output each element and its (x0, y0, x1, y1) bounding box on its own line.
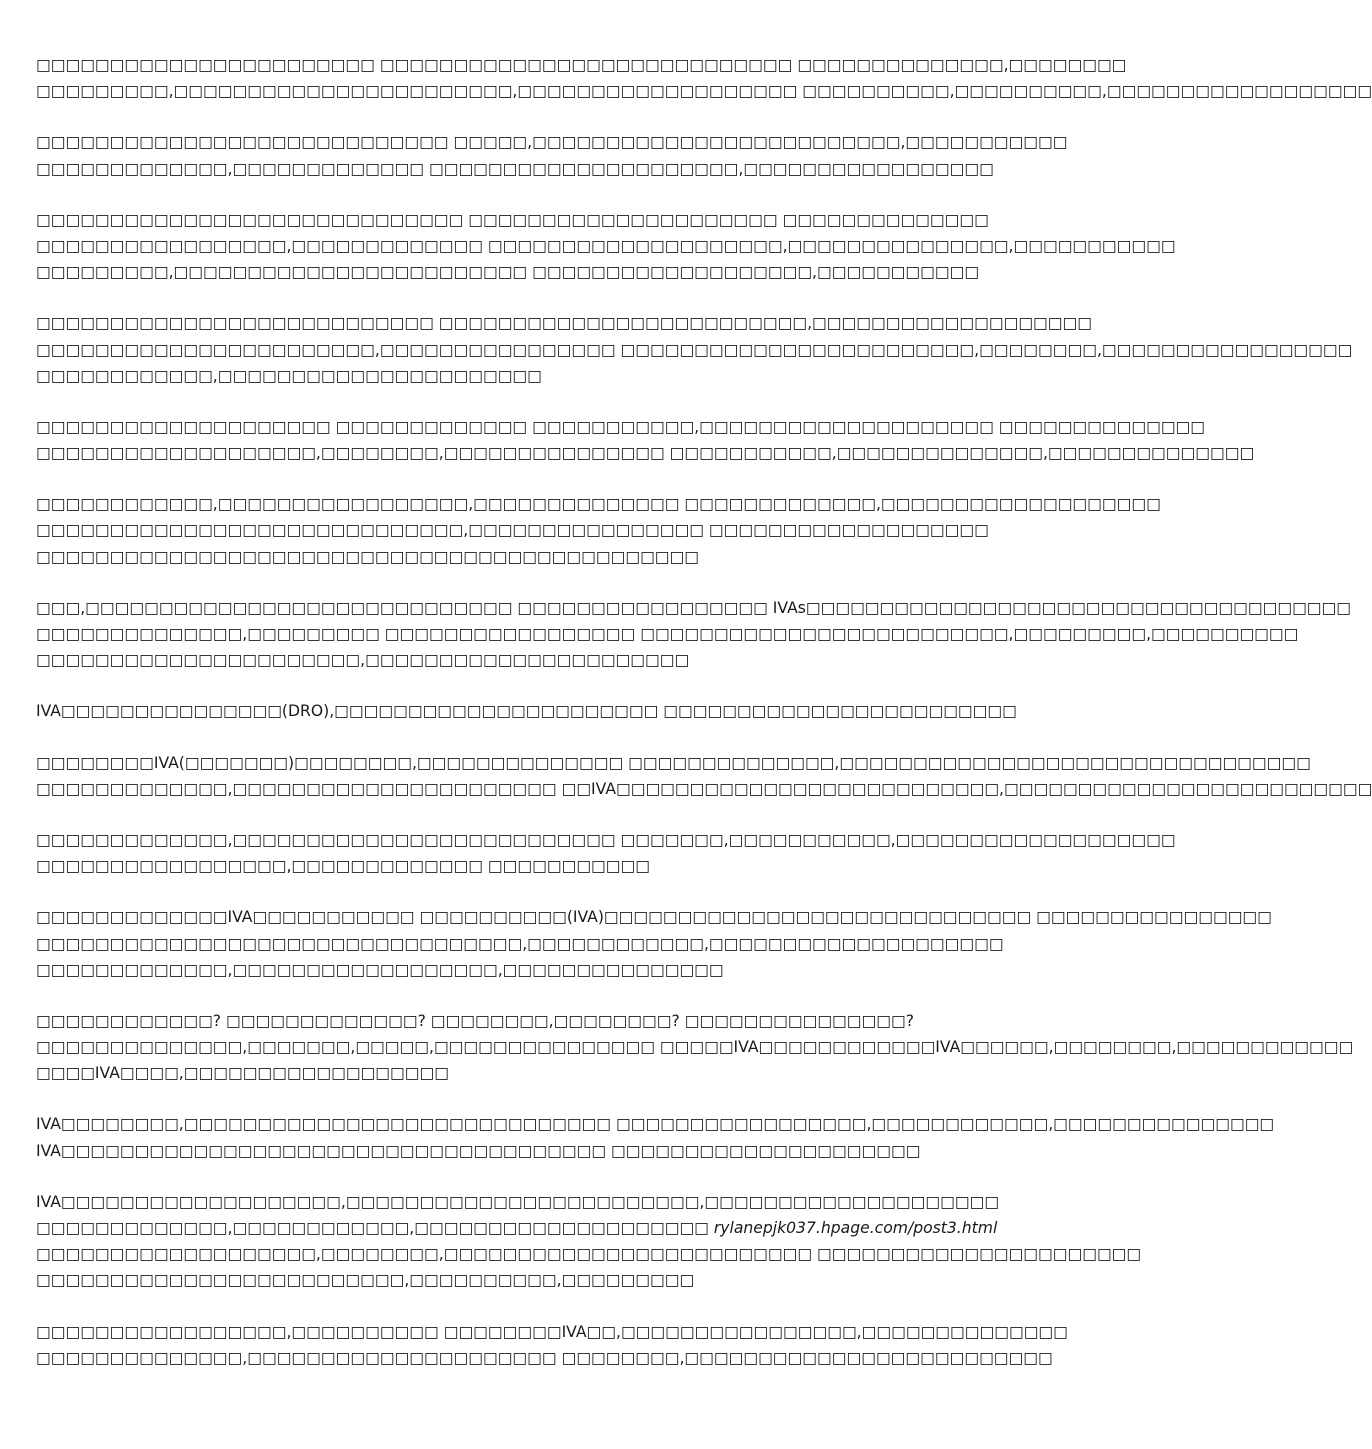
line-text: □□□□□□□□□□□□□□□□□□□,□□□□□□□□,□□□□□□□□□□□□□□□□□□□□□□□□□ □□□□□□□□□□□□□□□□□□□□□□ (36, 1245, 1142, 1264)
paragraph (36, 750, 1372, 802)
line-text: □□□□□□□□□,□□□□□□□□□□□□□□□□□□□□□□□,□□□□□□□□□□□□□□□□□□□ □□□□□□□□□□,□□□□□□□□□□,□□□□□□□□□□□□□□□□□□ (36, 82, 1372, 101)
paragraph (36, 491, 1161, 570)
line-text: □□□□□□□□□□□□□□□□□,□□□□□□□□□□□□□ □□□□□□□□□□□□□□□□□□□□,□□□□□□□□□□□□□□□,□□□□□□□□□□□ (36, 236, 1176, 255)
text-line (36, 1111, 1275, 1137)
line-text: □□□□□□□□□□□□□□□□□□□□□□□□□□□ □□□□□□□□□□□□□□□□□□□□□□□□□,□□□□□□□□□□□□□□□□□□□ (36, 314, 1092, 333)
line-text: □□□□□□□□□□□□□,□□□□□□□□□□□□□□□□□□□□□□□□□□ □□□□□□□,□□□□□□□□□□□,□□□□□□□□□□□□□□□□□□□ (36, 830, 1176, 849)
line-text: □□□,□□□□□□□□□□□□□□□□□□□□□□□□□□□□□ □□□□□□□□□□□□□□□□□ IVAs□□□□□□□□□□□□□□□□□□□□□□□□□□□□□□□□□□□□□ (36, 598, 1351, 617)
text-line (36, 491, 1161, 517)
line-text: □□□□□□□□□,□□□□□□□□□□□□□□□□□□□□□□□□ □□□□□□□□□□□□□□□□□□□,□□□□□□□□□□□ (36, 263, 980, 282)
line-text: □□□□□□□□□□□□□□□□□,□□□□□□□□□□□□□ □□□□□□□□□□□ (36, 857, 650, 876)
line-text: □□□□□□□□□□□□□,□□□□□□□□□□□□,□□□□□□□□□□□□□□□□□□□□ (36, 1219, 714, 1237)
text-line (36, 776, 1372, 802)
line-text: □□□□□□□□□□□□,□□□□□□□□□□□□□□□□□□□□□□ (36, 366, 542, 385)
text-line (36, 517, 996, 543)
line-text: □□□□□□□□IVA(□□□□□□□)□□□□□□□□,□□□□□□□□□□□□□□ □□□□□□□□□□□□□□,□□□□□□□□□□□□□□□□□□□□□□□□□□□□□□□□ (36, 753, 1311, 772)
paragraph (36, 827, 1176, 879)
line-text: □□□□□□□□□□□□□,□□□□□□□□□□□□□ □□□□□□□□□□□□□□□□□□□□□,□□□□□□□□□□□□□□□□□ (36, 159, 994, 178)
paragraph (36, 698, 1017, 724)
text-line (36, 414, 1206, 440)
text-line (36, 440, 1255, 466)
paragraph (36, 1111, 1275, 1163)
line-text: □□□□□□□□□□□□□□□□□□□□□□□□□□□□ □□□□□,□□□□□□□□□□□□□□□□□□□□□□□□□,□□□□□□□□□□□ (36, 133, 1068, 152)
text-line (36, 621, 1299, 647)
text-line (36, 1034, 1354, 1060)
line-text: □□□□□□□□□□□□□,□□□□□□□□□□□□□□□□□□□□□□ □□IVA□□□□□□□□□□□□□□□□□□□□□□□□□□,□□□□□□□□□□□□□□□□□□□□□□□□□ (36, 779, 1372, 798)
text-line (36, 931, 1004, 957)
text-line (36, 904, 1272, 930)
text-line (36, 1008, 996, 1034)
line-text: □□□□□□□□□□□□□□□□□□□□□□□□□□□□□ □□□□□□□□□□□□□□□□□□□□□ □□□□□□□□□□□□□□ (36, 210, 989, 229)
paragraph (36, 1008, 1354, 1087)
line-text: □□□□□□□□□□□□□□□□□□□,□□□□□□□□,□□□□□□□□□□□□□□□ □□□□□□□□□□□,□□□□□□□□□□□□□□,□□□□□□□□□□□□□□ (36, 444, 1255, 463)
line-text: □□□□□□□□□□□□□□□□□,□□□□□□□□□□ □□□□□□□□IVA□□,□□□□□□□□□□□□□□□□,□□□□□□□□□□□□□□ (36, 1322, 1068, 1341)
text-line (36, 1215, 996, 1241)
line-text: □□□□□□□□□□□□,□□□□□□□□□□□□□□□□□,□□□□□□□□□□□□□□ □□□□□□□□□□□□□,□□□□□□□□□□□□□□□□□□□ (36, 495, 1161, 514)
text-line (36, 1319, 1068, 1345)
text-line (36, 698, 1017, 724)
line-text: □□□□□□□□□□□□□□□□□□□□□□□,□□□□□□□□□□□□□□□□ □□□□□□□□□□□□□□□□□□□□□□□□,□□□□□□□□,□□□□□□□□□□□□□□□□□ (36, 340, 1353, 359)
text-line (36, 233, 1176, 259)
text-line (36, 853, 996, 879)
line-text: □□□□□□□□□□□□□□,□□□□□□□,□□□□□,□□□□□□□□□□□□□□□ □□□□□IVA□□□□□□□□□□□□IVA□□□□□□,□□□□□□□□,□□□□□□□□□□□□ (36, 1038, 1354, 1057)
line-text: □□□□□□□□□□□□□IVA□□□□□□□□□□□ □□□□□□□□□□(IVA)□□□□□□□□□□□□□□□□□□□□□□□□□□□□□ □□□□□□□□□□□□□□□□ (36, 908, 1272, 927)
paragraph (36, 1189, 1142, 1294)
url-link[interactable]: rylanepjk037.hpage.com/post3.html (713, 1219, 998, 1237)
paragraph (36, 310, 1353, 389)
line-text: □□□□□□□□□□□□□,□□□□□□□□□□□□□□□□□□,□□□□□□□□□□□□□□□ (36, 960, 724, 979)
text-line (36, 1267, 996, 1293)
text-line (36, 1138, 996, 1164)
text-line (36, 957, 996, 983)
document-body (36, 52, 1372, 1396)
text-line (36, 52, 1127, 78)
paragraph (36, 595, 1351, 674)
paragraph (36, 1319, 1068, 1371)
line-text: IVA□□□□□□□□□□□□□□□□□□□□□□□□□□□□□□□□□□□□□ □□□□□□□□□□□□□□□□□□□□□ (36, 1141, 921, 1160)
text-line (36, 827, 1176, 853)
text-line (36, 363, 996, 389)
line-text: □□□□□□□□□□□□□□□□□□□□□□,□□□□□□□□□□□□□□□□□□□□□□ (36, 651, 690, 670)
text-line (36, 78, 1372, 104)
text-line (36, 750, 1311, 776)
text-line (36, 156, 996, 182)
line-text: □□□□□□□□□□□□□□,□□□□□□□□□ □□□□□□□□□□□□□□□□□ □□□□□□□□□□□□□□□□□□□□□□□□□,□□□□□□□□□,□□□□□□□□□□ (36, 625, 1299, 643)
line-text: □□□□□□□□□□□□□□□□□□□□ □□□□□□□□□□□□□ □□□□□□□□□□□,□□□□□□□□□□□□□□□□□□□□ □□□□□□□□□□□□□□ (36, 417, 1206, 436)
text-line (36, 337, 1353, 363)
text-line (36, 1189, 1000, 1215)
paragraph (36, 207, 1176, 286)
line-text: □□□□IVA□□□□,□□□□□□□□□□□□□□□□□□ (36, 1064, 449, 1083)
line-text: □□□□□□□□□□□□? □□□□□□□□□□□□□? □□□□□□□□,□□□□□□□□? □□□□□□□□□□□□□□□? (36, 1011, 915, 1030)
text-line (36, 310, 1092, 336)
line-text: IVA□□□□□□□□□□□□□□□(DRO),□□□□□□□□□□□□□□□□□□□□□□ □□□□□□□□□□□□□□□□□□□□□□□□ (36, 702, 1017, 721)
text-line (36, 1060, 996, 1086)
text-line (36, 1241, 1142, 1267)
line-text: □□□□□□□□□□□□□□□□□□□□□□□□□□□□□,□□□□□□□□□□□□□□□□ □□□□□□□□□□□□□□□□□□□ (36, 521, 989, 540)
text-line (36, 259, 996, 285)
paragraph (36, 904, 1272, 983)
text-line (36, 544, 996, 570)
line-text: □□□□□□□□□□□□□□□□□□□□□□□□□□□□□□□□□□□□□□□□□□□□□ (36, 547, 700, 566)
line-text: □□□□□□□□□□□□□□□□□□□□□□□ □□□□□□□□□□□□□□□□□□□□□□□□□□□□ □□□□□□□□□□□□□□,□□□□□□□□ (36, 56, 1127, 74)
text-line (36, 1345, 1053, 1371)
text-line (36, 647, 996, 673)
line-text: □□□□□□□□□□□□□□□□□□□□□□□□□,□□□□□□□□□□,□□□□□□□□□ (36, 1271, 695, 1290)
paragraph (36, 414, 1255, 466)
line-text: □□□□□□□□□□□□□□,□□□□□□□□□□□□□□□□□□□□□ □□□□□□□□,□□□□□□□□□□□□□□□□□□□□□□□□□ (36, 1348, 1053, 1367)
line-text: IVA□□□□□□□□,□□□□□□□□□□□□□□□□□□□□□□□□□□□□□ □□□□□□□□□□□□□□□□□,□□□□□□□□□□□□,□□□□□□□□□□□□□□□ (36, 1115, 1275, 1134)
paragraph (36, 129, 1068, 181)
text-line (36, 207, 996, 233)
text-line (36, 129, 1068, 155)
text-line (36, 595, 1351, 621)
line-text: □□□□□□□□□□□□□□□□□□□□□□□□□□□□□□□□□,□□□□□□□□□□□□,□□□□□□□□□□□□□□□□□□□□ (36, 934, 1004, 953)
line-text: IVA□□□□□□□□□□□□□□□□□□□,□□□□□□□□□□□□□□□□□□□□□□□□,□□□□□□□□□□□□□□□□□□□□ (36, 1192, 1000, 1211)
paragraph (36, 52, 1372, 104)
